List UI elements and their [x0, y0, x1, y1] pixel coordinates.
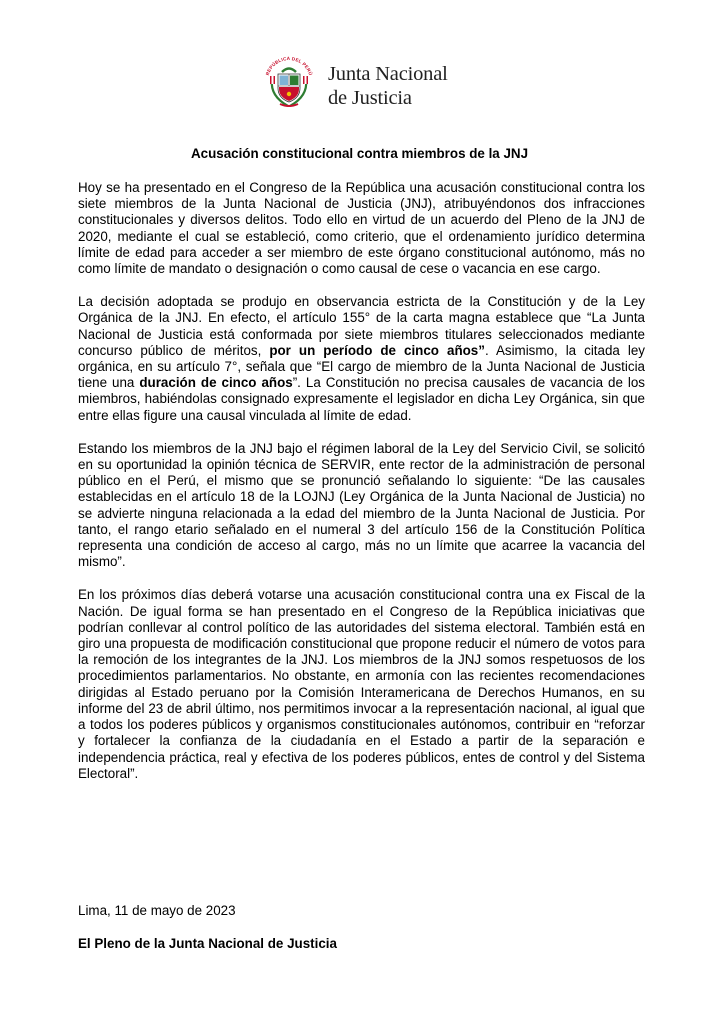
paragraph-text: En los próximos días deberá votarse una acusación constitucional contra una ex Fiscal de la Nación. De igual forma se han presentado en el Congreso de la República iniciativas que podrían conllevar al control político de las autoridades del sistema electoral. También está en giro una propuesta de modificación constitucional que propone reducir el número de votos para la remoción de los integrantes de la JNJ. Los miembros de la JNJ somos respetuosos de los procedimientos parlamentarios. No obstante, en armonía con las recientes recomendaciones dirigidas al Estado peruano por la Comisión Interamericana de Derechos Humanos, en su informe del 23 de abril último, nos permitimos invocar a la representación nacional, al igual que a todos los poderes públicos y organismos constitucionales autónomos, contribuir en “reforzar y fortalecer la confianza de la ciudadanía en el Estado a partir de la separación e independencia práctica, real y efectiva de los poderes públicos, entes de control y del Sistema Electoral”.: [78, 587, 645, 781]
coat-of-arms-logo: [258, 50, 320, 112]
date-line: Lima, 11 de mayo de 2023: [78, 903, 236, 918]
paragraph-text: Estando los miembros de la JNJ bajo el régimen laboral de la Ley del Servicio Civil, se solicitó en su oportunidad la opinión técnica de SERVIR, ente rector de la administración de personal público en el Perú, el mismo que se pronunció señalando lo siguiente: “De las causales establecidas en el artículo 18 de la LOJNJ (Ley Orgánica de la Junta Nacional de Justicia) no se advierte ninguna relacionada a la edad del miembro de la Junta Nacional de Justicia. Por tanto, el rango etario señalado en el numeral 3 del artículo 156 de la Constitución Política representa una condición de acceso al cargo, más no un límite que acarree la vacancia del mismo”.: [78, 440, 645, 570]
paragraph-text: . Asimismo, la citada ley orgánica, en su artículo 7°, señala que “El cargo de miembro de la Junta Nacional de Justicia tiene una: [78, 342, 645, 391]
paragraph-1: [78, 180, 645, 277]
signature: El Pleno de la Junta Nacional de Justicia: [78, 936, 337, 951]
paragraph-text: Hoy se ha presentado en el Congreso de la República una acusación constitucional contra los siete miembros de la Junta Nacional de Justicia (JNJ), atribuyéndonos dos infracciones constitucionales y diversos delitos. Todo ello en virtud de un acuerdo del Pleno de la JNJ de 2020, mediante el cual se estableció, como criterio, que el ordenamiento jurídico determina límite de edad para acceder a ser miembro de este órgano constitucional autónomo, más no como límite de mandato o designación o como causal de cese o vacancia en ese cargo.: [78, 180, 645, 277]
document-body: [78, 180, 645, 799]
organization-name-line1: Junta Nacional: [328, 63, 448, 85]
paragraph-3: [78, 441, 645, 571]
organization-name-line2: de Justicia: [328, 87, 412, 109]
paragraph-2: [78, 294, 645, 424]
organization-name: [328, 62, 448, 110]
document-title: Acusación constitucional contra miembros de la JNJ: [190, 146, 529, 161]
paragraph-text: La decisión adoptada se produjo en observancia estricta de la Constitución y de la Ley Orgánica de la JNJ. En efecto, el artículo 155° de la carta magna establece que “La Junta Nacional de Justicia está conformada por siete miembros titulares seleccionados mediante concurso público de méritos,: [78, 294, 645, 358]
emphasis-text: duración de cinco años: [139, 375, 293, 391]
seal-text: REPÚBLICA DEL PERÚ: [264, 55, 314, 76]
paragraph-4: [78, 587, 645, 781]
svg-text:REPÚBLICA DEL PERÚ: [265, 56, 314, 76]
paragraph-text: ”. La Constitución no precisa causales de vacancia de los miembros, habiéndolas consignado expresamente el legislador en dicha Ley Orgánica, sin que entre ellas figure una causal vinculada al límite de edad.: [78, 375, 646, 423]
emphasis-text: por un período de cinco años”: [269, 342, 485, 358]
header: [258, 50, 478, 118]
